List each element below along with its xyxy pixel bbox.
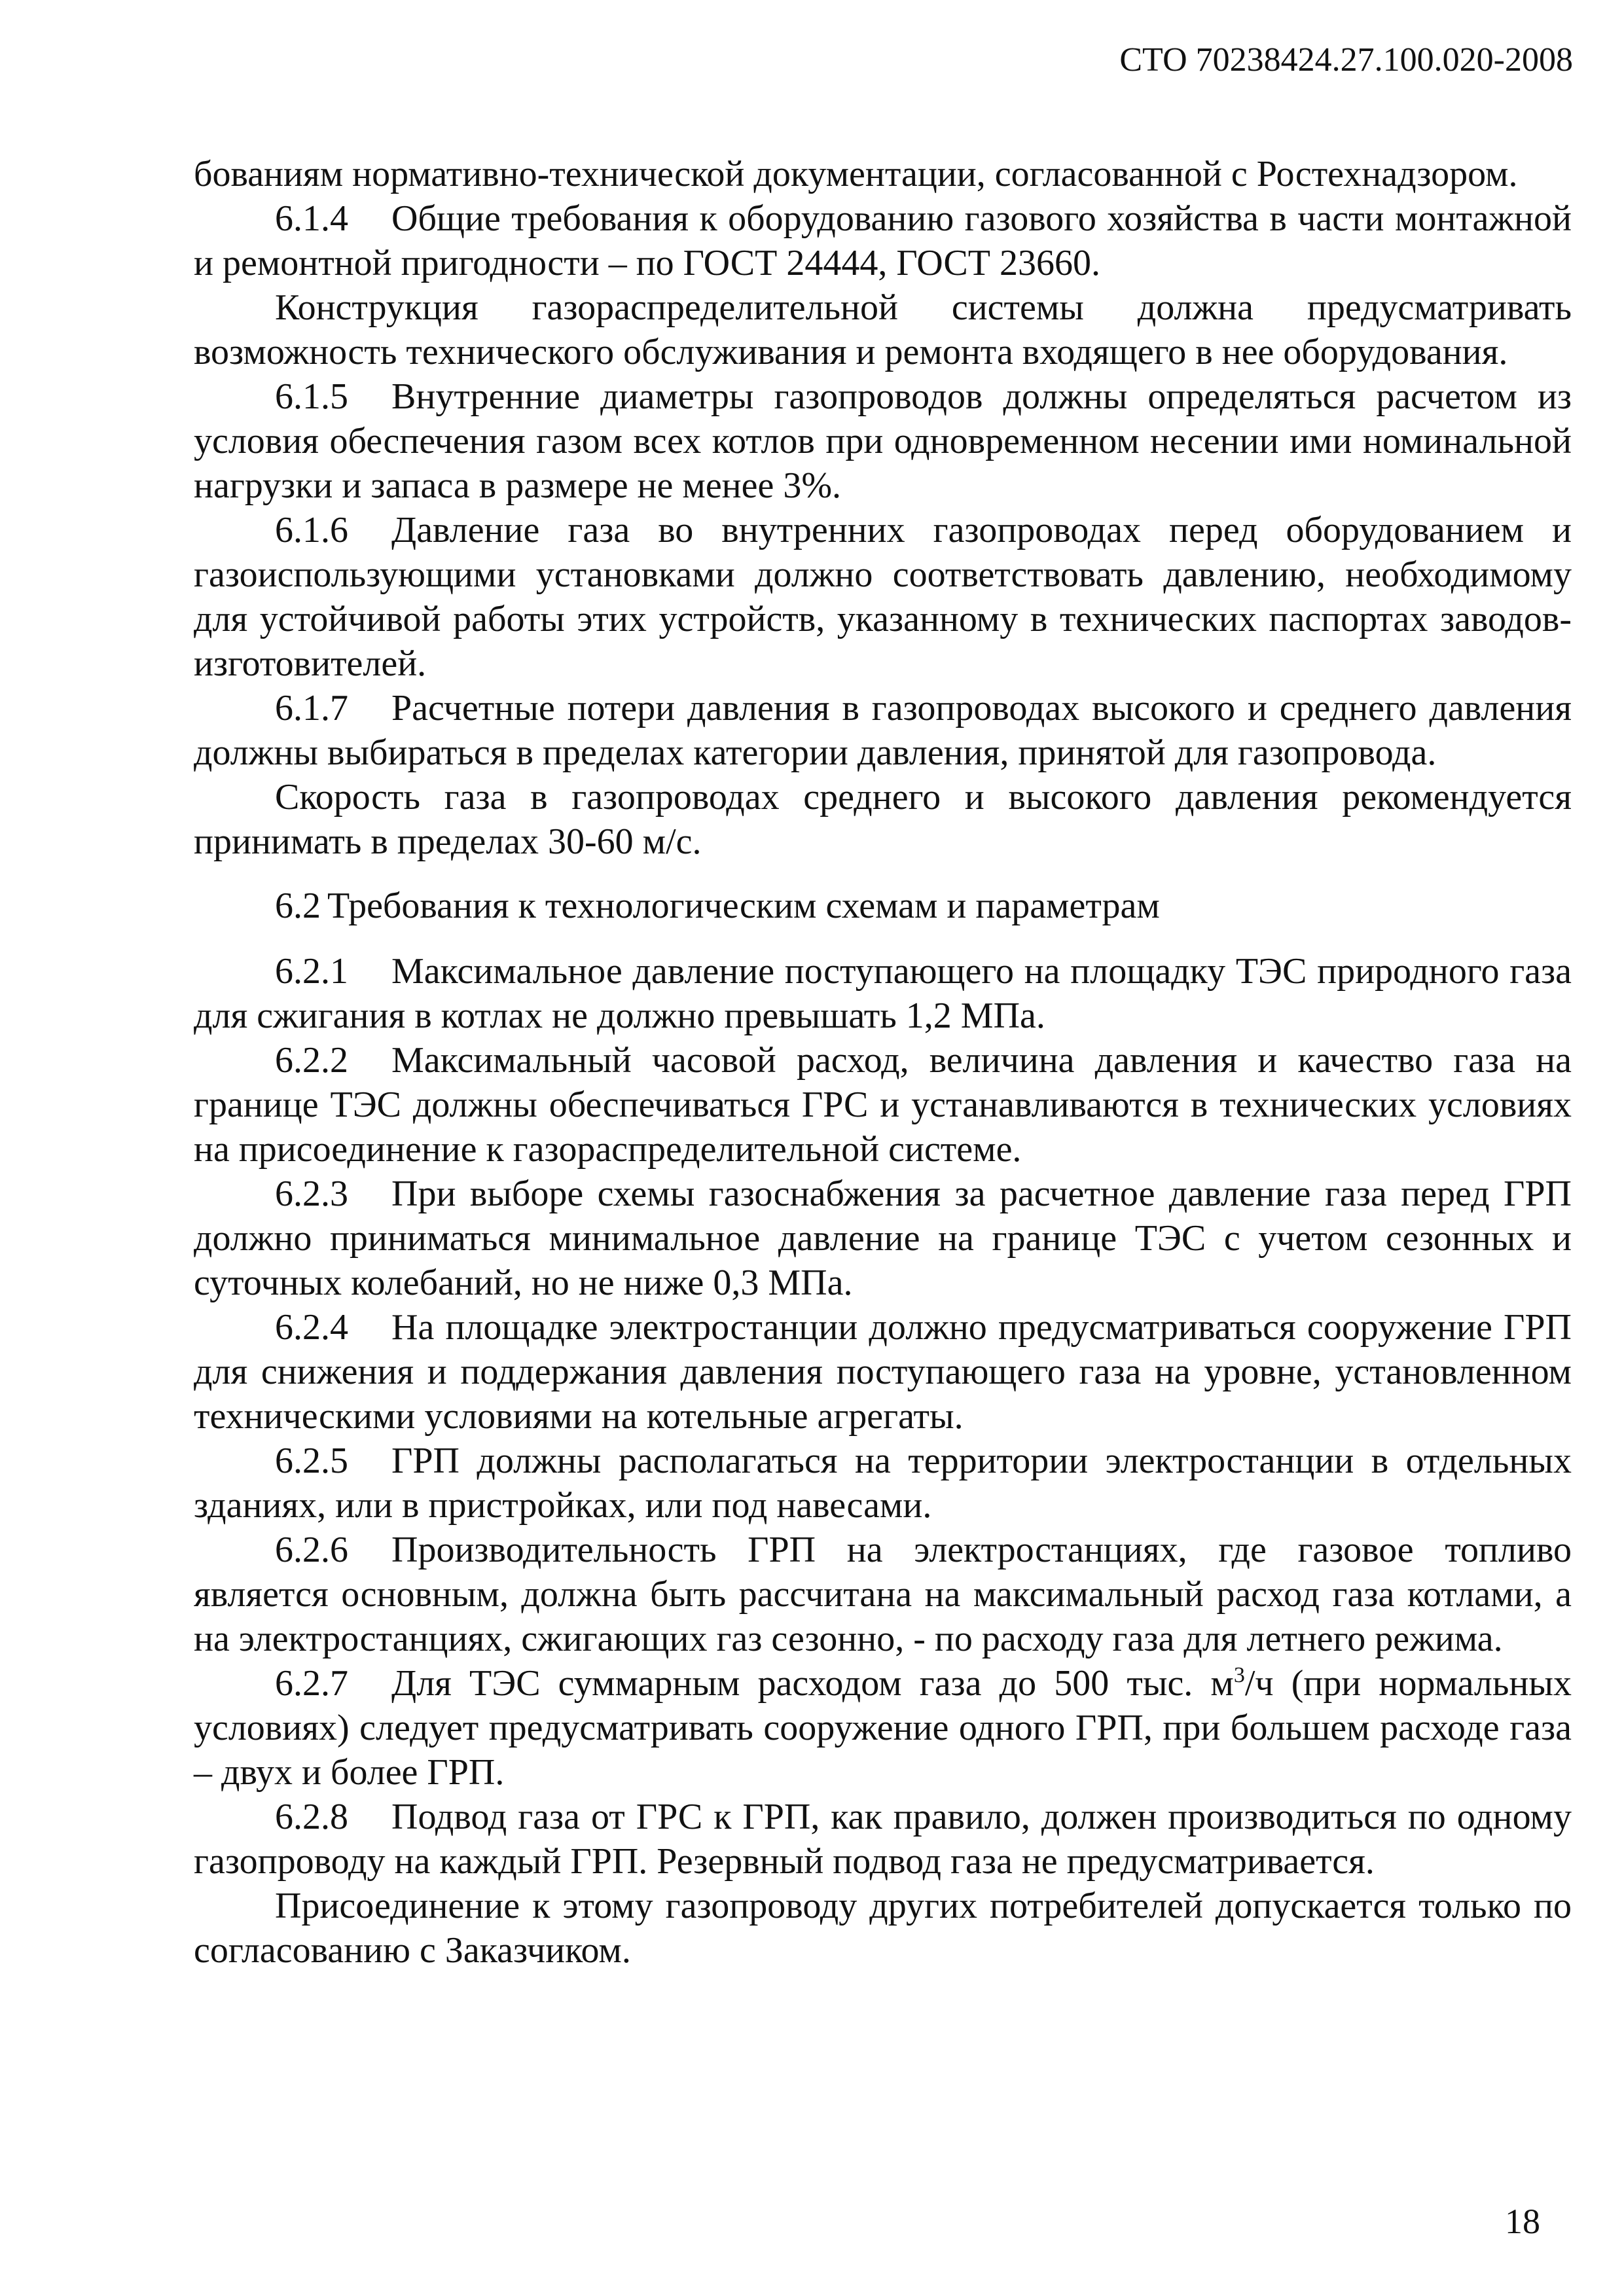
clause-6-2-2 [194, 1038, 1572, 1172]
clause-number: 6.2.7 [275, 1663, 348, 1704]
clause-number: 6.2.3 [275, 1174, 348, 1214]
paragraph-text-before-unit: Для ТЭС суммарным расходом газа до 500 тыс. м [391, 1663, 1234, 1704]
paragraph-text: Конструкция газораспределительной системы должна предусматривать возможность технического обслуживания и ремонта входящего в нее оборудования. [194, 287, 1572, 372]
paragraph [194, 285, 1572, 374]
paragraph-text: ГРП должны располагаться на территории электростанции в отдельных зданиях, или в пристройках, или под навесами. [194, 1441, 1572, 1526]
paragraph [194, 1884, 1572, 1973]
section-heading-6-2 [194, 884, 1572, 928]
paragraph-text: Внутренние диаметры газопроводов должны определяться расчетом из условия обеспечения газом всех котлов при одновременном несении ими номинальной нагрузки и запаса в размере не менее 3%. [194, 376, 1572, 506]
paragraph-text-after-unit: /ч (при нормальных условиях) следует предусматривать сооружение одного ГРП, при большем расходе газа – двух и более ГРП. [194, 1663, 1572, 1793]
paragraph-text: Давление газа во внутренних газопроводах перед оборудованием и газоиспользующими установками должно соответствовать давлению, необходимому для устойчивой работы этих устройств, указанному в технических паспортах заводов- изготовителей. [194, 510, 1572, 684]
clause-number: 6.2.4 [275, 1307, 348, 1348]
paragraph-text: Подвод газа от ГРС к ГРП, как правило, должен производиться по одному газопроводу на каждый ГРП. Резервный подвод газа не предусматривается. [194, 1797, 1572, 1882]
clause-6-1-4 [194, 196, 1572, 285]
clause-6-2-8 [194, 1795, 1572, 1884]
clause-6-2-4 [194, 1305, 1572, 1439]
page-number: 18 [1505, 2202, 1540, 2241]
paragraph-text: Присоединение к этому газопроводу других потребителей допускается только по согласованию с Заказчиком. [194, 1886, 1572, 1971]
clause-number: 6.2.6 [275, 1530, 348, 1570]
paragraph-text: На площадке электростанции должно предусматриваться сооружение ГРП для снижения и поддержания давления поступающего газа на уровне, установленном техническими условиями на котельные агрегаты. [194, 1307, 1572, 1437]
section-title: Требования к технологическим схемам и параметрам [327, 886, 1160, 926]
clause-number: 6.1.5 [275, 376, 348, 417]
paragraph-text: При выборе схемы газоснабжения за расчетное давление газа перед ГРП должно приниматься минимальное давление на границе ТЭС с учетом сезонных и суточных колебаний, но не ниже 0,3 МПа. [194, 1174, 1572, 1303]
clause-number: 6.1.7 [275, 688, 348, 728]
paragraph-text: Скорость газа в газопроводах среднего и высокого давления рекомендуется принимать в пределах 30-60 м/с. [194, 777, 1572, 862]
document-code-header: СТО 70238424.27.100.020-2008 [1119, 41, 1573, 79]
clause-number: 6.1.4 [275, 198, 348, 239]
paragraph-text: Максимальное давление поступающего на площадку ТЭС природного газа для сжигания в котлах не должно превышать 1,2 МПа. [194, 951, 1572, 1036]
clause-6-1-6 [194, 508, 1572, 686]
clause-6-2-7 [194, 1661, 1572, 1795]
clause-6-1-7 [194, 686, 1572, 775]
paragraph-text: бованиям нормативно-технической документации, согласованной с Ростехнадзором. [194, 154, 1518, 194]
paragraph-text: Производительность ГРП на электростанциях, где газовое топливо является основным, должна быть рассчитана на максимальный расход газа котлами, а на электростанциях, сжигающих газ сезонно, - по расходу газа для летнего режима. [194, 1530, 1572, 1659]
clause-6-2-1 [194, 949, 1572, 1038]
clause-6-1-5 [194, 374, 1572, 508]
clause-number: 6.1.6 [275, 510, 348, 550]
paragraph-text: Общие требования к оборудованию газового хозяйства в части монтажной и ремонтной пригодности – по ГОСТ 24444, ГОСТ 23660. [194, 198, 1572, 283]
clause-number: 6.2.8 [275, 1797, 348, 1837]
clause-number: 6.2.1 [275, 951, 348, 992]
superscript-exponent: 3 [1233, 1663, 1245, 1687]
paragraph-continuation [194, 152, 1572, 196]
clause-number: 6.2.2 [275, 1040, 348, 1081]
paragraph [194, 775, 1572, 864]
clause-6-2-6 [194, 1528, 1572, 1661]
paragraph-text: Максимальный часовой расход, величина давления и качество газа на границе ТЭС должны обеспечиваться ГРС и устанавливаются в технических условиях на присоединение к газораспределительной системе. [194, 1040, 1572, 1170]
clause-number: 6.2.5 [275, 1441, 348, 1481]
clause-6-2-3 [194, 1172, 1572, 1305]
paragraph-text: Расчетные потери давления в газопроводах высокого и среднего давления должны выбираться в пределах категории давления, принятой для газопровода. [194, 688, 1572, 773]
section-number: 6.2 [275, 886, 321, 926]
clause-6-2-5 [194, 1439, 1572, 1528]
document-body [194, 152, 1572, 1973]
